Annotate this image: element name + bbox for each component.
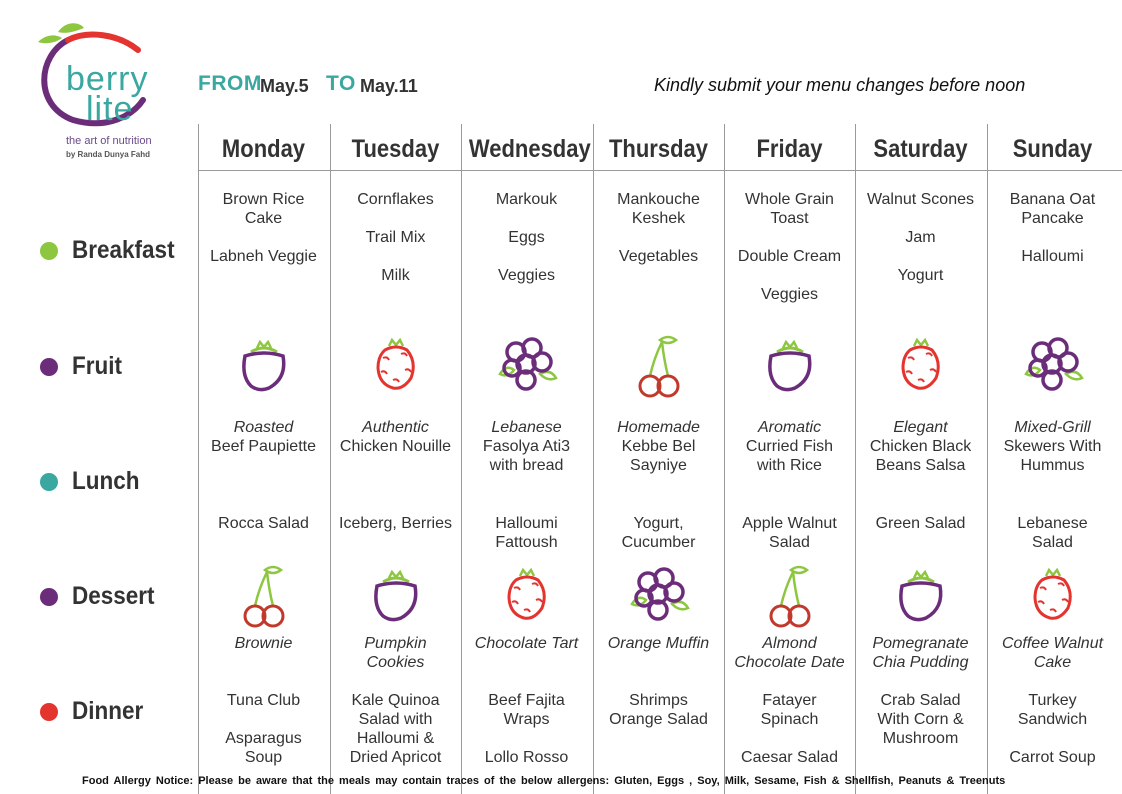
dinner-cell [330, 691, 461, 767]
dish-adjective: Authentic [362, 419, 429, 436]
menu-item-line [593, 228, 724, 247]
breakfast-cell [987, 190, 1118, 266]
menu-item-line: Kebbe Bel [621, 438, 696, 455]
raspberry-icon [492, 560, 562, 630]
menu-item-line [330, 247, 461, 266]
menu-item-line: Curried Fish [745, 438, 834, 455]
menu-item-line: Apple Walnut [742, 515, 837, 532]
menu-item-line [461, 247, 592, 266]
row-label-text: Lunch [72, 467, 140, 495]
menu-item-line: Markouk [495, 191, 558, 208]
blueberry-cluster-icon [492, 330, 562, 400]
lunch-main-cell [987, 418, 1118, 475]
menu-item-line: Carrot Soup [1009, 749, 1096, 766]
menu-item-line: Yogurt [897, 267, 944, 284]
menu-item-line: Halloumi [1021, 248, 1084, 265]
breakfast-cell [724, 190, 855, 304]
menu-item-line [987, 729, 1118, 748]
menu-item-line: Double Cream [737, 248, 842, 265]
menu-item-line: Walnut Scones [866, 191, 974, 208]
menu-item-line [987, 228, 1118, 247]
day-header-saturday: Saturday [873, 135, 968, 163]
menu-item-line: Orange Salad [609, 711, 708, 728]
menu-item-line: Almond [762, 635, 817, 652]
dinner-cell [987, 691, 1118, 767]
menu-item-line: With Corn & [877, 711, 964, 728]
lunch-side-cell [724, 514, 855, 552]
row-label-text: Breakfast [72, 236, 175, 264]
lunch-main-cell [330, 418, 461, 456]
row-color-dot [40, 473, 58, 491]
lunch-main-cell [855, 418, 986, 475]
fig-icon [755, 330, 825, 400]
menu-item-line: Whole Grain [745, 191, 834, 208]
dessert-cell [461, 634, 592, 653]
lunch-side-cell [330, 514, 461, 533]
menu-item-line: Beef Paupiette [211, 438, 316, 455]
breakfast-cell [330, 190, 461, 285]
menu-item-line: Cake [244, 210, 283, 227]
menu-item-line: Chia Pudding [872, 654, 969, 671]
menu-item-line [198, 710, 329, 729]
row-label-text: Dessert [72, 582, 155, 610]
menu-item-line: Eggs [508, 229, 545, 246]
menu-item-line: Hummus [1020, 457, 1085, 474]
row-label-text: Fruit [72, 352, 122, 380]
menu-item-line: Salad [769, 534, 810, 551]
row-color-dot [40, 703, 58, 721]
row-label-lunch [40, 467, 147, 496]
menu-item-line: Tuna Club [226, 692, 301, 709]
fig-icon [229, 330, 299, 400]
menu-item-line: Chocolate Date [734, 654, 845, 671]
lunch-main-cell [724, 418, 855, 475]
lunch-main-cell [198, 418, 329, 456]
menu-item-line: Salad [1032, 534, 1073, 551]
day-header-friday: Friday [756, 135, 823, 163]
cherry-icon [624, 330, 694, 400]
lunch-side-cell [987, 514, 1118, 552]
menu-item-line [724, 228, 855, 247]
dish-adjective: Homemade [617, 419, 700, 436]
raspberry-icon [361, 330, 431, 400]
dessert-cell [987, 634, 1118, 672]
menu-item-line [461, 209, 592, 228]
row-label-dinner [40, 697, 151, 726]
menu-item-line: Yogurt, [633, 515, 684, 532]
menu-item-line: Veggies [498, 267, 555, 284]
menu-item-line: Shrimps [629, 692, 688, 709]
menu-item-line: Dried Apricot [349, 749, 442, 766]
allergy-notice: Food Allergy Notice: Please be aware that the meals may contain traces of the below allergens: Gluten, Eggs , Soy, Milk, Sesame, Fish & Shellfish, Peanuts & Treenuts [82, 775, 1006, 787]
menu-item-line: Banana Oat [1009, 191, 1096, 208]
menu-item-line: Chocolate Tart [474, 635, 579, 652]
logo-byline: by Randa Dunya Fahd [66, 150, 151, 159]
logo-tagline: the art of nutrition [66, 135, 152, 147]
breakfast-cell [461, 190, 592, 285]
dessert-cell [593, 634, 724, 653]
menu-item-line: Fasolya Ati3 [482, 438, 571, 455]
menu-item-line: Spinach [760, 711, 819, 728]
day-header-wednesday: Wednesday [468, 135, 591, 163]
menu-item-line: Beans Salsa [875, 457, 966, 474]
day-header-tuesday: Tuesday [351, 135, 440, 163]
menu-item-line: Jam [905, 229, 936, 246]
logo-word-bottom: lite [86, 90, 134, 128]
menu-item-line: Labneh Veggie [210, 248, 317, 265]
menu-item-line: Toast [770, 210, 809, 227]
menu-item-line: Lollo Rosso [484, 749, 569, 766]
row-color-dot [40, 358, 58, 376]
menu-item-line: Coffee Walnut [1001, 635, 1104, 652]
dish-adjective: Mixed-Grill [1014, 419, 1091, 436]
menu-item-line: Sayniye [630, 457, 687, 474]
dessert-cell [330, 634, 461, 672]
menu-item-line [330, 209, 461, 228]
menu-item-line: Fattoush [495, 534, 558, 551]
menu-item-line: Lebanese [1017, 515, 1088, 532]
menu-item-line: Mushroom [882, 730, 959, 747]
menu-item-line: Veggies [761, 286, 818, 303]
menu-item-line: Skewers With [1003, 438, 1102, 455]
dinner-cell [855, 691, 986, 748]
from-date: May.5 [260, 76, 309, 96]
menu-item-line: Turkey [1028, 692, 1077, 709]
header-divider [198, 170, 1122, 171]
menu-item-line [855, 209, 986, 228]
menu-item-line: Green Salad [875, 515, 966, 532]
dessert-cell [855, 634, 986, 672]
dessert-cell [198, 634, 329, 653]
menu-item-line [724, 266, 855, 285]
cherry-icon [755, 560, 825, 630]
fig-icon [361, 560, 431, 630]
row-label-dessert [40, 582, 164, 611]
menu-item-line: Fatayer [762, 692, 817, 709]
menu-item-line: Chicken Black [869, 438, 972, 455]
logo-word-top: berry [66, 60, 149, 98]
submission-note: Kindly submit your menu changes before noon [654, 75, 1026, 95]
menu-item-line [461, 729, 592, 748]
menu-item-line: with bread [489, 457, 564, 474]
menu-item-line: Halloumi [495, 515, 558, 532]
to-date: May.11 [360, 76, 418, 96]
dish-adjective: Elegant [893, 419, 948, 436]
fig-icon [886, 560, 956, 630]
row-color-dot [40, 242, 58, 260]
menu-item-line: Brown Rice [222, 191, 305, 208]
raspberry-icon [1018, 560, 1088, 630]
menu-item-line: Pumpkin [364, 635, 427, 652]
dish-adjective: Lebanese [491, 419, 562, 436]
row-label-text: Dinner [72, 697, 144, 725]
menu-item-line: Cornflakes [357, 191, 434, 208]
day-header-monday: Monday [221, 135, 306, 163]
raspberry-icon [886, 330, 956, 400]
breakfast-cell [593, 190, 724, 266]
menu-item-line: Brownie [234, 635, 293, 652]
menu-item-line [855, 247, 986, 266]
menu-item-line: Halloumi & [356, 730, 435, 747]
menu-item-line: Soup [244, 749, 283, 766]
dinner-cell [198, 691, 329, 767]
lunch-main-cell [461, 418, 592, 475]
menu-item-line: Pancake [1021, 210, 1084, 227]
dish-adjective: Aromatic [757, 419, 822, 436]
menu-item-line: Keshek [631, 210, 686, 227]
menu-item-line: Crab Salad [880, 692, 961, 709]
lunch-main-cell [593, 418, 724, 475]
to-label: TO [326, 72, 356, 95]
lunch-side-cell [593, 514, 724, 552]
from-label: FROM [198, 72, 262, 95]
blueberry-cluster-icon [1018, 330, 1088, 400]
breakfast-cell [198, 190, 329, 266]
row-label-fruit [40, 352, 128, 381]
menu-item-line: Rocca Salad [218, 515, 309, 532]
menu-item-line: with Rice [757, 457, 822, 474]
menu-item-line [724, 729, 855, 748]
dish-adjective: Roasted [233, 419, 294, 436]
dinner-cell [461, 691, 592, 767]
menu-item-line: Wraps [503, 711, 550, 728]
day-header-sunday: Sunday [1012, 135, 1093, 163]
menu-item-line: Beef Fajita [488, 692, 565, 709]
menu-item-line: Pomegranate [872, 635, 969, 652]
breakfast-cell [855, 190, 986, 285]
menu-item-line: Cookies [366, 654, 425, 671]
menu-item-line [198, 228, 329, 247]
dinner-cell [593, 691, 724, 729]
dinner-cell [724, 691, 855, 767]
dessert-cell [724, 634, 855, 672]
menu-item-line: Mankouche [617, 191, 700, 208]
cherry-icon [229, 560, 299, 630]
brand-logo [28, 20, 178, 170]
menu-item-line: Trail Mix [365, 229, 426, 246]
menu-item-line: Caesar Salad [741, 749, 838, 766]
menu-item-line: Salad with [358, 711, 433, 728]
row-color-dot [40, 588, 58, 606]
menu-item-line: Vegetables [618, 248, 699, 265]
lunch-side-cell [461, 514, 592, 552]
menu-item-line: Chicken Nouille [339, 438, 452, 455]
day-header-thursday: Thursday [608, 135, 709, 163]
menu-item-line: Sandwich [1017, 711, 1088, 728]
lunch-side-cell [855, 514, 986, 533]
menu-item-line: Cake [1033, 654, 1072, 671]
menu-item-line: Kale Quinoa [351, 692, 440, 709]
menu-item-line: Milk [381, 267, 410, 284]
menu-item-line: Cucumber [621, 534, 696, 551]
blueberry-cluster-icon [624, 560, 694, 630]
menu-item-line: Iceberg, Berries [339, 515, 452, 532]
lunch-side-cell [198, 514, 329, 533]
menu-item-line: Orange Muffin [607, 635, 710, 652]
row-label-breakfast [40, 236, 186, 265]
menu-item-line: Asparagus [225, 730, 302, 747]
